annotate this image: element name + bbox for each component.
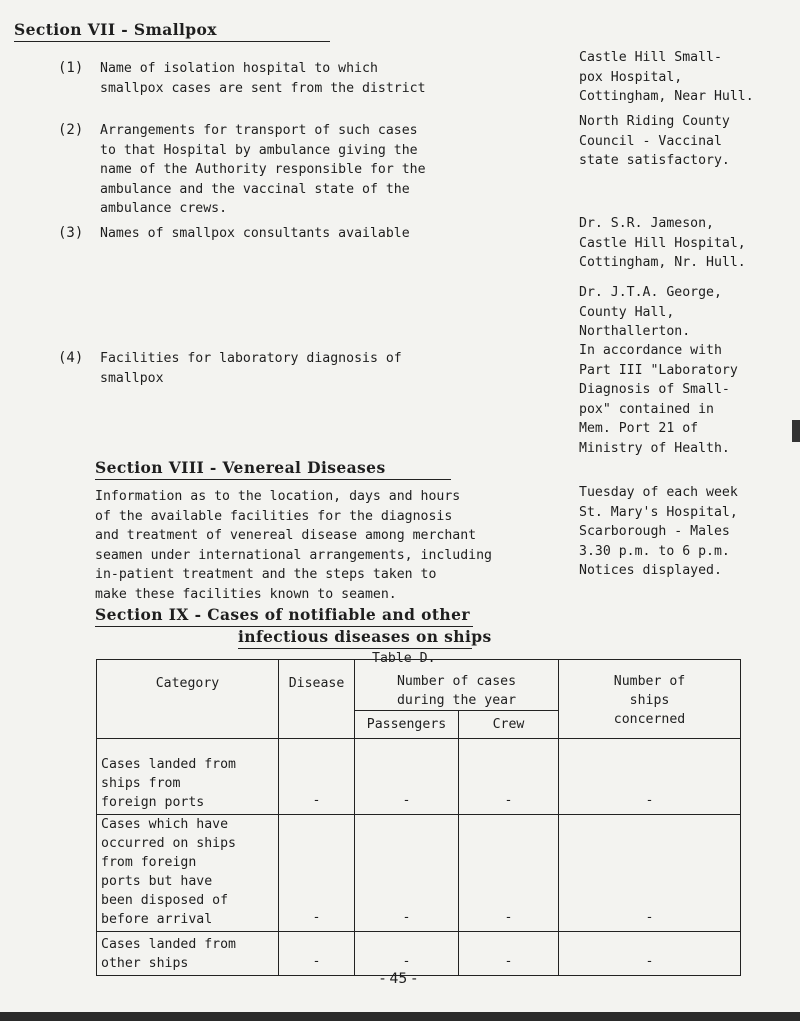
header-passengers: Passengers	[355, 711, 459, 739]
header-ships-concerned: Number of ships concerned	[559, 660, 741, 739]
section-ix-underline-2	[238, 648, 472, 649]
table-row	[97, 815, 741, 932]
row-1-passengers: -	[355, 739, 459, 815]
row-2-crew: -	[459, 815, 559, 932]
row-1-crew: -	[459, 739, 559, 815]
header-number-of-cases: Number of cases during the year	[355, 660, 559, 711]
item-3-answer: Dr. S.R. Jameson, Castle Hill Hospital, Cottingham, Nr. Hull.	[579, 216, 746, 270]
item-3-number: (3)	[58, 225, 84, 241]
item-2-answer: North Riding County Council - Vaccinal state satisfactory.	[579, 114, 730, 168]
item-4-answer: In accordance with Part III "Laboratory Diagnosis of Small- pox" contained in Mem. Port 21 of Ministry of Health.	[579, 343, 738, 456]
item-1-answer: Castle Hill Small- pox Hospital, Cottingham, Near Hull.	[579, 50, 754, 104]
section-vii-heading: Section VII - Smallpox	[14, 20, 217, 39]
table-row	[97, 739, 741, 815]
item-1-number: (1)	[58, 60, 84, 76]
section-ix-heading-line1: Section IX - Cases of notifiable and other	[95, 605, 470, 624]
item-4-number: (4)	[58, 350, 84, 366]
row-2-passengers: -	[355, 815, 459, 932]
section-viii-body: Information as to the location, days and hours of the available facilities for the diagnosis and treatment of venereal disease among merchant seamen under international arrangements, including in-patient treatment and the steps taken to make these facilities known to seamen.	[95, 489, 492, 602]
page-number: - 45 -	[380, 971, 417, 987]
item-3-answer-second: Dr. J.T.A. George, County Hall, Northallerton.	[579, 285, 722, 339]
section-ix-heading-line2: infectious diseases on ships	[238, 627, 492, 646]
row-3-crew: -	[459, 932, 559, 976]
row-1-category: Cases landed from ships from foreign ports	[97, 739, 279, 815]
table-caption: Table D.	[372, 651, 436, 666]
header-crew: Crew	[459, 711, 559, 739]
row-3-category: Cases landed from other ships	[97, 932, 279, 976]
row-3-passengers: -	[355, 932, 459, 976]
row-3-ships: -	[559, 932, 741, 976]
table-d	[96, 659, 741, 976]
row-2-category: Cases which have occurred on ships from foreign ports but have been disposed of before arrival	[97, 815, 279, 932]
row-2-disease: -	[279, 815, 355, 932]
item-2-number: (2)	[58, 122, 84, 138]
item-4-question: Facilities for laboratory diagnosis of smallpox	[100, 351, 402, 386]
row-2-ships: -	[559, 815, 741, 932]
table-row	[97, 932, 741, 976]
section-viii-heading: Section VIII - Venereal Diseases	[95, 458, 386, 477]
header-disease: Disease	[279, 660, 355, 739]
row-1-disease: -	[279, 739, 355, 815]
section-viii-answer: Tuesday of each week St. Mary's Hospital, Scarborough - Males 3.30 p.m. to 6 p.m. Notices displayed.	[579, 485, 738, 578]
scan-edge-mark	[792, 420, 800, 442]
item-1-question: Name of isolation hospital to which smallpox cases are sent from the district	[100, 61, 426, 96]
header-category: Category	[97, 660, 279, 739]
row-3-disease: -	[279, 932, 355, 976]
section-vii-underline	[14, 41, 330, 42]
scan-bottom-edge	[0, 1012, 800, 1021]
row-1-ships: -	[559, 739, 741, 815]
section-viii-underline	[95, 479, 451, 480]
item-2-question: Arrangements for transport of such cases to that Hospital by ambulance giving the name of the Authority responsible for the ambulance and the vaccinal state of the ambulance crews.	[100, 123, 426, 216]
item-3-question: Names of smallpox consultants available	[100, 226, 410, 241]
